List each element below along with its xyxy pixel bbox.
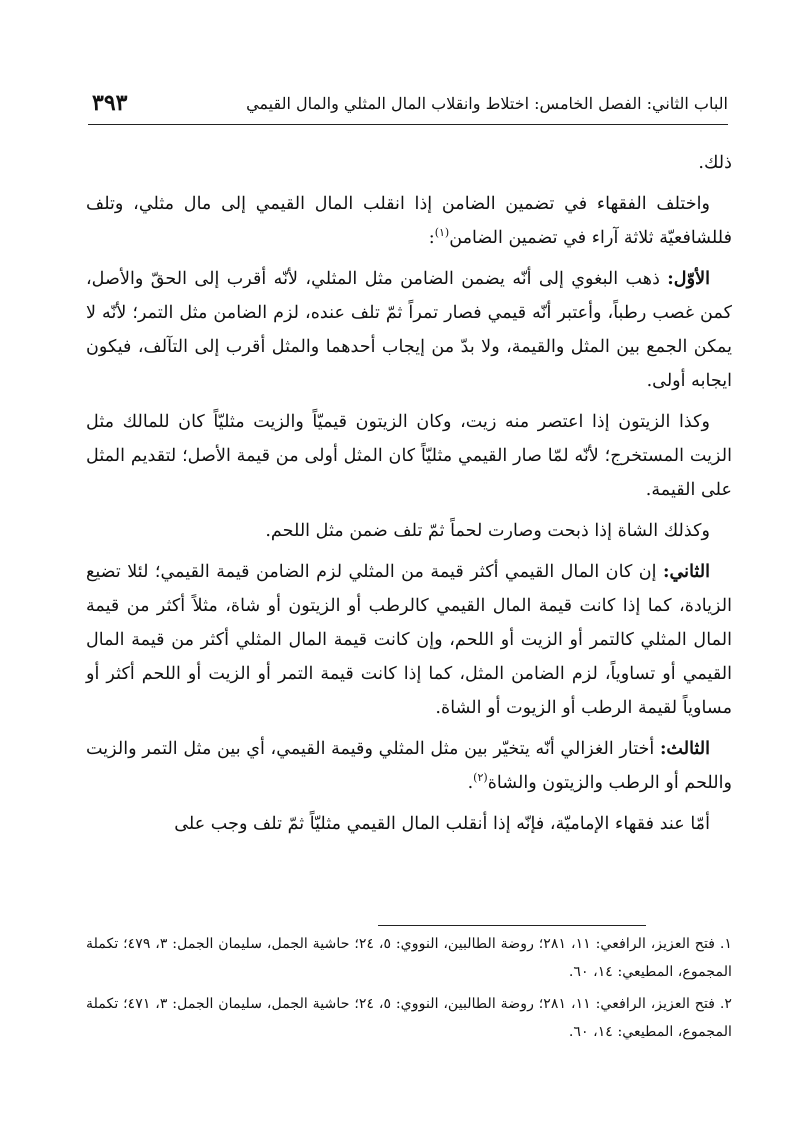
paragraph-text: وكذا الزيتون إذا اعتصر منه زيت، وكان الزيتون قيميّاً والزيت مثليّاً كان للمالك مثل الزيت المستخرج؛ لأنّه لمّا صار القيمي مثليّاً كان المثل أولى من قيمة الأصل؛ لتقديم المثل على القيمة. bbox=[86, 412, 732, 500]
paragraph-text: وكذلك الشاة إذا ذبحت وصارت لحماً ثمّ تلف ضمن مثل اللحم. bbox=[265, 521, 710, 541]
header-divider bbox=[88, 124, 728, 125]
paragraph-text: ذهب البغوي إلى أنّه يضمن الضامن مثل المثلي، لأنّه أقرب إلى الحقّ والأصل، كمن غصب رطباً، وأعتبر أنّه قيمي فصار تمراً ثمّ تلف عنده، لزم الضامن مثل التمر؛ لأنّه لا يمكن الجمع بين المثل والقيمة، ولا بدّ من إيجاب أحدهما والمثل أقرب إلى التآلف، فيكون ايجابه أولى. bbox=[86, 269, 732, 391]
paragraph-text: ذلك. bbox=[698, 153, 732, 173]
opinion-label: الأوّل: bbox=[667, 268, 710, 289]
paragraph-text: واختلف الفقهاء في تضمين الضامن إذا انقلب المال القيمي إلى مال مثلي، وتلف فللشافعيّة ثلاثة آراء في تضمين الضامن bbox=[86, 194, 732, 248]
footnote-ref[interactable]: (٢) bbox=[473, 771, 488, 784]
paragraph-text: إن كان المال القيمي أكثر قيمة من المثلي لزم الضامن قيمة القيمي؛ لئلا تضيع الزيادة، كما إذا كانت قيمة المال القيمي كالرطب أو الزيتون أو شاة، مثلاً أكثر من قيمة المال المثلي كالتمر أو الزيت أو اللحم، وإن كانت قيمة المال المثلي أكثر من قيمة المال القيمي أو تساوياً، لزم الضامن المثل، كما إذا كانت قيمة التمر أو الزيت أو اللحم أكثر أو مساوياً لقيمة الرطب أو الزيوت أو الشاة. bbox=[86, 562, 732, 718]
opinion-label: الثاني: bbox=[663, 561, 710, 582]
paragraph bbox=[86, 514, 732, 548]
running-header bbox=[88, 88, 728, 122]
paragraph-text: أختار الغزالي أنّه يتخيّر بين مثل المثلي وقيمة القيمي، أي بين مثل التمر والزيت واللحم أو الرطب والزيتون والشاة bbox=[86, 739, 732, 793]
footnote: ٢. فتح العزيز، الرافعي: ١١، ٢٨١؛ روضة الطالبين، النووي: ٥، ٢٤؛ حاشية الجمل، سليمان الجمل: ٣، ٤٧١؛ تكملة المجموع، المطيعي: ١٤، ٦٠. bbox=[86, 996, 732, 1040]
paragraph bbox=[86, 405, 732, 507]
paragraph bbox=[86, 146, 732, 180]
paragraph bbox=[86, 807, 732, 841]
footnote-divider bbox=[378, 925, 646, 926]
opinion-label: الثالث: bbox=[659, 738, 710, 759]
paragraph-text: أمّا عند فقهاء الإماميّة، فإنّه إذا أنقلب المال القيمي مثليّاً ثمّ تلف وجب على bbox=[174, 814, 710, 834]
footnote: ١. فتح العزيز، الرافعي: ١١، ٢٨١؛ روضة الطالبين، النووي: ٥، ٢٤؛ حاشية الجمل، سليمان الجمل: ٣، ٤٧٩؛ تكملة المجموع، المطيعي: ١٤، ٦٠. bbox=[86, 936, 732, 980]
body-text bbox=[86, 146, 732, 848]
paragraph-tail: . bbox=[467, 773, 474, 793]
paragraph bbox=[86, 187, 732, 255]
paragraph bbox=[86, 732, 732, 800]
footnotes bbox=[86, 930, 732, 1050]
paragraph bbox=[86, 262, 732, 398]
paragraph-tail: : bbox=[428, 228, 435, 248]
page-number: ٣٩٣ bbox=[92, 90, 128, 116]
footnote-ref[interactable]: (١) bbox=[434, 226, 450, 239]
paragraph bbox=[86, 555, 732, 725]
chapter-title: الباب الثاني: الفصل الخامس: اختلاط وانقلاب المال المثلي والمال القيمي bbox=[246, 94, 728, 113]
